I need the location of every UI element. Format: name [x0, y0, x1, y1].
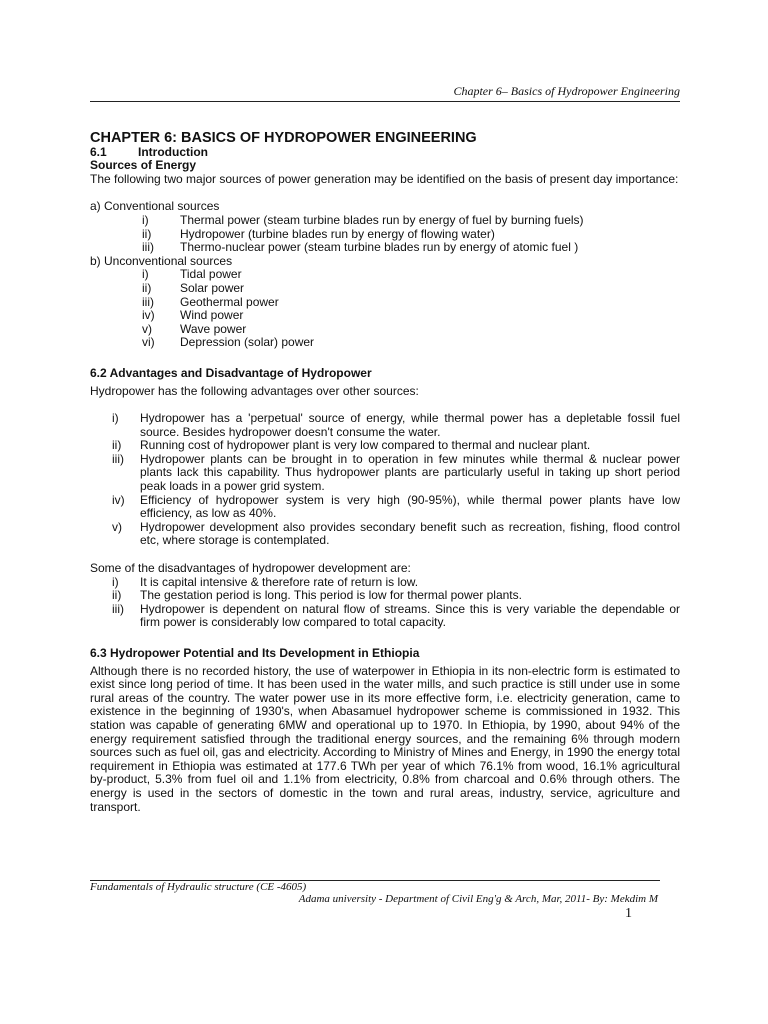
section-6-3-body: Although there is no recorded history, the use of waterpower in Ethiopia in its non-electric form is estimated to exist since long period of time. It has been used in the water mills, and such practice is still under use in some rural areas of the country. The water power use in its more effective form, i.e. electricity generation, came to existence in the beginning of 1930's, when Abasamuel hydropower scheme is commissioned in 1932. This station was capable of generating 6MW and operational up to 1970. In Ethiopia, by 1990, about 94% of the energy requirement satisfied through the traditional energy sources, and the remaining 6% through modern sources such as fuel oil, gas and electricity. According to Ministry of Mines and Energy, in 1990 the energy total requirement in Ethiopia was estimated at 177.6 TWh per year of which 76.1% from wood, 16.1% agricultural by-product, 5.3% from fuel oil and 1.1% from electricity, 0.8% from charcoal and 0.6% through others. The energy is used in the sectors of domestic in the town and rural areas, industry, service, agriculture and transport. [90, 663, 680, 814]
list-item [90, 296, 680, 310]
item-text: Wind power [180, 308, 244, 323]
list-item [90, 576, 680, 590]
item-text: Solar power [180, 280, 245, 295]
sources-heading: Sources of Energy [90, 158, 197, 173]
item-text: Wave power [180, 321, 247, 336]
section-heading-6-1 [90, 146, 680, 160]
list-item [90, 323, 680, 337]
item-number: iv) [142, 308, 155, 323]
list-item [90, 282, 680, 296]
item-number: vi) [142, 335, 155, 350]
section-heading-6-3: 6.3 Hydropower Potential and Its Development in Ethiopia [90, 646, 420, 660]
section-title: Introduction [138, 144, 208, 159]
advantages-intro: Hydropower has the following advantages over other sources: [90, 383, 419, 398]
item-text: Tidal power [180, 267, 242, 282]
unconventional-sources [90, 255, 680, 350]
item-number: iii) [112, 601, 124, 616]
list-item [90, 603, 680, 630]
section-number: 6.1 [90, 144, 107, 159]
item-text: Hydropower plants can be brought in to operation in few minutes while thermal & nuclear power plants lack this capability. Thus hydropower plants are particularly useful in taking up short period peak loads in a power grid system. [140, 451, 680, 494]
list-item [90, 453, 680, 494]
item-text: The gestation period is long. This period is low for thermal power plants. [140, 588, 522, 603]
list-item [90, 309, 680, 323]
item-text: Efficiency of hydropower system is very high (90-95%), while thermal power plants have low efficiency, as low as 40%. [140, 492, 680, 521]
item-text: Thermo-nuclear power (steam turbine blades run by energy of atomic fuel ) [180, 240, 579, 255]
item-number: iii) [112, 451, 124, 466]
unconventional-label: b) Unconventional sources [90, 253, 233, 268]
list-item [90, 336, 680, 350]
list-item [90, 439, 680, 453]
page-content [90, 132, 680, 814]
list-item [90, 494, 680, 521]
footer-course: Fundamentals of Hydraulic structure (CE -4605) [90, 881, 307, 893]
item-number: ii) [112, 588, 122, 603]
conventional-label: a) Conventional sources [90, 199, 220, 214]
list-item [90, 521, 680, 548]
item-text: Thermal power (steam turbine blades run by energy of fuel by burning fuels) [180, 212, 584, 227]
disadvantages-intro: Some of the disadvantages of hydropower development are: [90, 561, 411, 576]
item-number: ii) [112, 438, 122, 453]
section-heading-6-2: 6.2 Advantages and Disadvantage of Hydropower [90, 365, 372, 380]
item-number: i) [142, 267, 149, 282]
item-number: v) [112, 519, 122, 534]
item-number: ii) [142, 280, 152, 295]
list-item [90, 241, 680, 255]
item-text: Hydropower development also provides secondary benefit such as recreation, fishing, flood control etc, where storage is contemplated. [140, 519, 680, 548]
list-item [90, 214, 680, 228]
item-text: Hydropower is dependent on natural flow of streams. Since this is very variable the dependable or firm power is considerably low compared to total capacity. [140, 601, 680, 630]
item-number: iii) [142, 240, 154, 255]
item-number: i) [142, 212, 149, 227]
item-number: iii) [142, 294, 154, 309]
page-number: 1 [625, 906, 632, 921]
sources-intro: The following two major sources of power generation may be identified on the basis of present day importance: [90, 171, 679, 186]
item-text: Depression (solar) power [180, 335, 315, 350]
list-item [90, 589, 680, 603]
running-header: Chapter 6– Basics of Hydropower Engineering [453, 84, 680, 98]
item-text: Geothermal power [180, 294, 279, 309]
chapter-title: CHAPTER 6: BASICS OF HYDROPOWER ENGINEERING [90, 130, 477, 146]
advantages-list [90, 412, 680, 548]
conventional-sources [90, 200, 680, 254]
header-rule [90, 101, 680, 102]
item-number: i) [112, 411, 119, 426]
footer-institution: Adama university - Department of Civil Eng'g & Arch, Mar, 2011- By: Mekdim M [298, 893, 658, 905]
item-text: Hydropower has a 'perpetual' source of energy, while thermal power has a depletable fossil fuel source. Besides hydropower doesn't consume the water. [140, 411, 680, 439]
list-item [90, 228, 680, 242]
item-number: ii) [142, 226, 152, 241]
list-item [90, 268, 680, 282]
disadvantages-list [90, 576, 680, 630]
item-number: iv) [112, 492, 125, 507]
item-number: i) [112, 574, 119, 589]
item-number: v) [142, 321, 152, 336]
item-text: It is capital intensive & therefore rate of return is low. [140, 574, 419, 589]
list-item [90, 412, 680, 439]
item-text: Hydropower (turbine blades run by energy of flowing water) [180, 226, 495, 241]
item-text: Running cost of hydropower plant is very low compared to thermal and nuclear plant. [140, 438, 591, 453]
